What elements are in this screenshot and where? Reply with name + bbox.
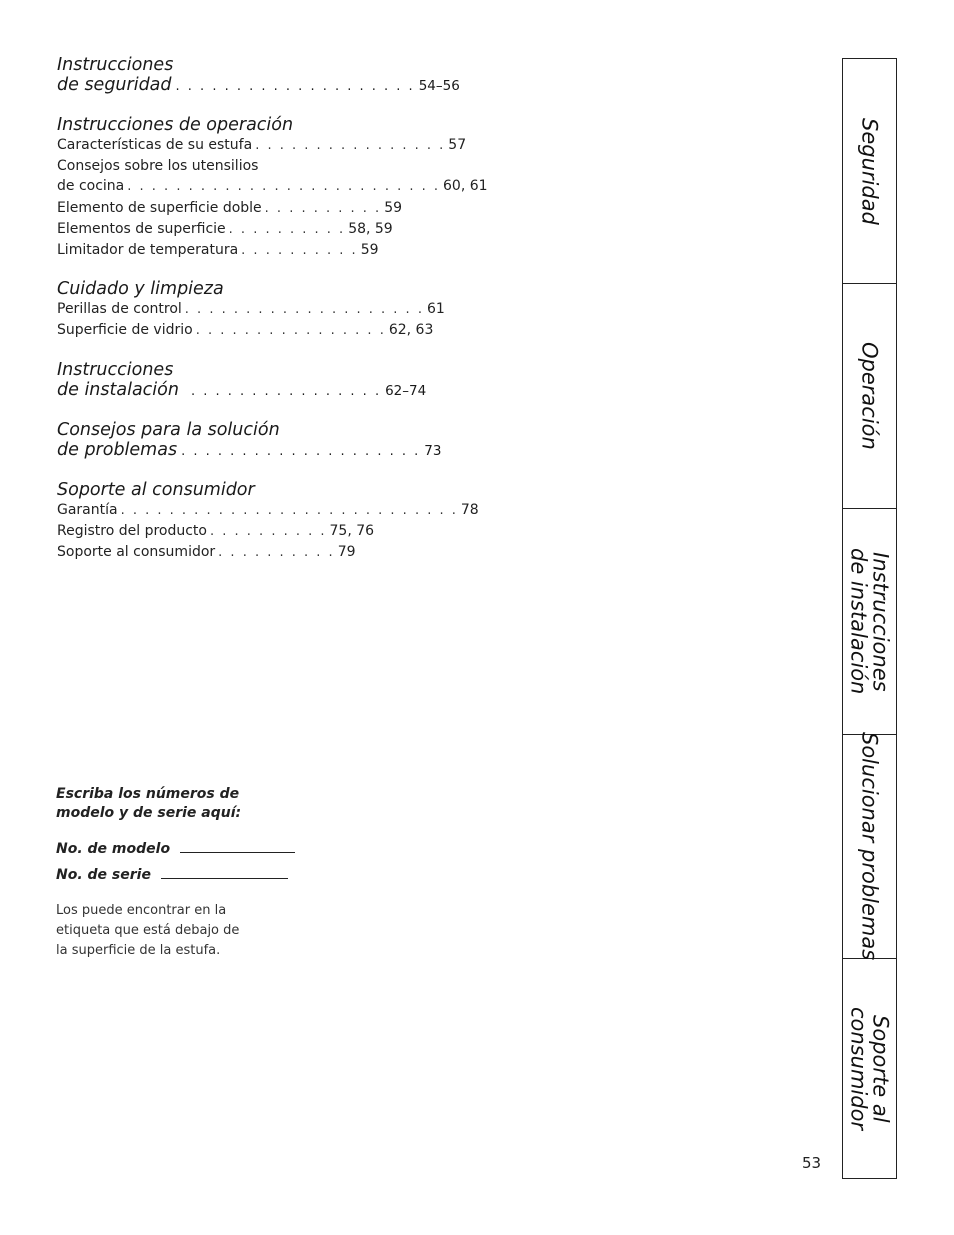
toc-entry[interactable]: Soporte al consumidor . . . . . . . . . . 79	[57, 544, 356, 561]
page-ref[interactable]: 73	[424, 442, 442, 459]
section-title: Instrucciones de seguridad . . . . . . . . . . . . . . . . . . . . 54–56	[57, 55, 460, 95]
tab-instalacion[interactable]: Instrucciones de instalación	[843, 509, 896, 735]
section-tabs	[842, 58, 897, 1179]
toc-section-safety	[57, 55, 460, 97]
model-location-note: Los puede encontrar en la etiqueta que está debajo de la superficie de la estufa.	[56, 903, 240, 958]
tab-operacion[interactable]: Operación	[843, 284, 896, 509]
toc-entry[interactable]: Características de su estufa . . . . . . . . . . . . . . . . 57	[57, 137, 467, 153]
page-ref[interactable]: 54–56	[418, 78, 460, 94]
toc-section-troubleshooting	[57, 419, 442, 462]
toc-entry[interactable]: Limitador de temperatura . . . . . . . . . . 59	[57, 242, 379, 259]
serial-number-label: No. de serie	[56, 867, 151, 883]
leader-dots: . . . . . . . . . . . . . . . . . . . .	[181, 443, 421, 459]
table-of-contents	[57, 55, 488, 581]
model-serial-block	[56, 785, 296, 961]
toc-entry[interactable]: Superficie de vidrio . . . . . . . . . . . . . . . . 62, 63	[57, 322, 434, 339]
leader-dots: . . . . . . . . . . . . . . . . . . . .	[175, 79, 415, 94]
section-title-line-2: de problemas	[57, 439, 178, 460]
section-title: Consejos para la solución de problemas . . . . . . . . . . . . . . . . . . . . 73	[57, 419, 442, 460]
toc-entry[interactable]: Garantía . . . . . . . . . . . . . . . . . . . . . . . . . . . . 78	[57, 501, 479, 518]
tab-soporte[interactable]: Soporte al consumidor	[846, 1006, 893, 1131]
tab-solucionar-problemas[interactable]: Solucionar problemas	[843, 735, 896, 959]
toc-entry[interactable]: Registro del producto . . . . . . . . . . 75, 76	[57, 522, 375, 539]
toc-entry[interactable]: Elemento de superficie doble . . . . . . . . . . 59	[57, 199, 403, 216]
model-number-blank[interactable]	[180, 851, 295, 853]
section-title: Instrucciones de instalación . . . . . . . . . . . . . . . . 62–74	[57, 359, 427, 400]
tab-seguridad[interactable]: Seguridad	[843, 59, 896, 284]
model-number-label: No. de modelo	[56, 841, 171, 857]
section-title: Cuidado y limpieza	[57, 279, 224, 300]
leader-dots: . . . . . . . . . . . . . . . .	[190, 383, 382, 399]
toc-entry[interactable]: Perillas de control . . . . . . . . . . . . . . . . . . . . 61	[57, 301, 445, 318]
toc-section-operation	[57, 115, 488, 261]
section-title-line-2: de instalación	[57, 379, 179, 400]
page-ref[interactable]: 62–74	[385, 382, 427, 399]
toc-section-care	[57, 279, 445, 341]
model-number-field[interactable]	[56, 841, 296, 857]
page-number: 53	[802, 1154, 822, 1172]
section-title: Instrucciones de operación	[57, 115, 294, 135]
toc-entry: Consejos sobre los utensilios	[57, 158, 259, 175]
toc-entry[interactable]: Elementos de superficie . . . . . . . . . . 58, 59	[57, 220, 393, 237]
serial-number-field[interactable]	[56, 867, 296, 883]
toc-entry[interactable]: de cocina . . . . . . . . . . . . . . . . . . . . . . . . . . 60, 61	[57, 178, 488, 195]
section-title: Soporte al consumidor	[57, 479, 255, 500]
serial-number-blank[interactable]	[161, 877, 288, 879]
toc-section-support	[57, 479, 479, 564]
section-title-line-2: de seguridad	[57, 75, 172, 95]
toc-section-installation	[57, 359, 427, 402]
model-intro: Escriba los números de modelo y de serie aquí:	[56, 786, 242, 821]
